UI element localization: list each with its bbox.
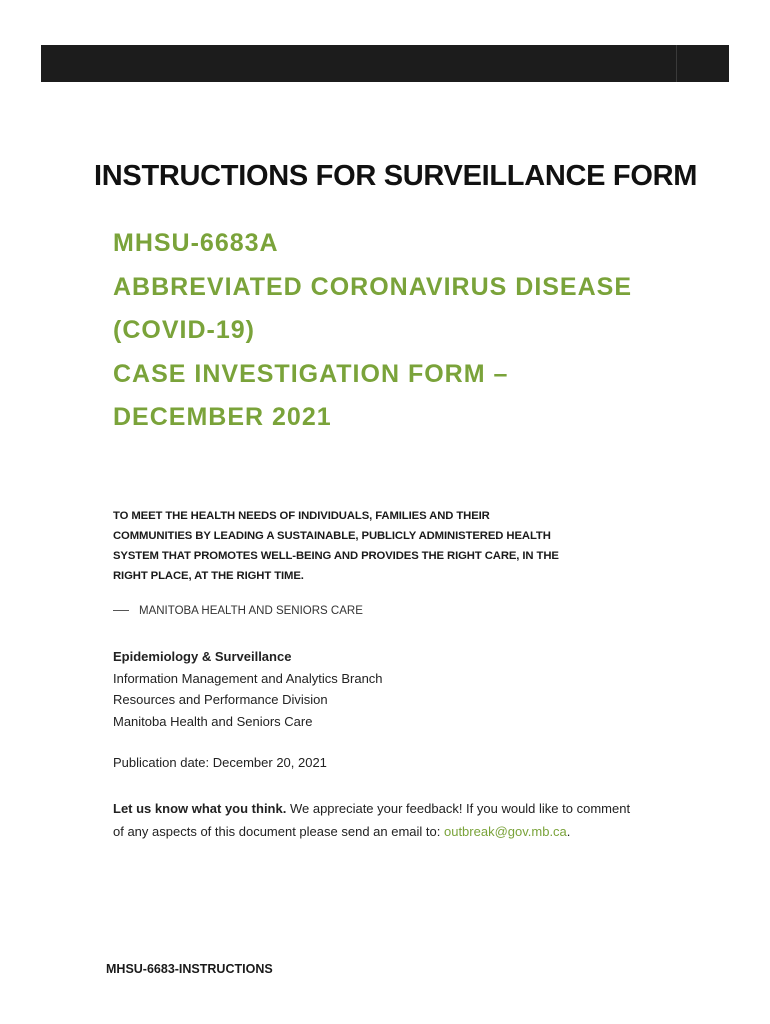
feedback-lead: Let us know what you think. — [113, 801, 287, 816]
feedback-text: of any aspects of this document please send an email to: — [113, 824, 444, 839]
mission-line: RIGHT PLACE, AT THE RIGHT TIME. — [113, 570, 304, 582]
department-division: Resources and Performance Division — [113, 692, 328, 707]
mission-line: TO MEET THE HEALTH NEEDS OF INDIVIDUALS, FAMILIES AND THEIR — [113, 510, 490, 522]
mission-statement — [113, 506, 613, 586]
email-link[interactable]: outbreak@gov.mb.ca — [443, 824, 567, 839]
mission-attribution — [113, 605, 363, 617]
form-code: MHSU-6683A — [113, 229, 279, 257]
publication-date: Publication date: December 20, 2021 — [113, 755, 327, 770]
mission-line: COMMUNITIES BY LEADING A SUSTAINABLE, PUBLICLY ADMINISTERED HEALTH — [113, 530, 551, 542]
form-heading-line: ABBREVIATED CORONAVIRUS DISEASE — [113, 272, 633, 301]
department-unit: Epidemiology & Surveillance — [113, 649, 292, 664]
feedback-line-2 — [113, 820, 713, 843]
form-heading-date: DECEMBER 2021 — [113, 403, 332, 431]
feedback-end: . — [566, 824, 571, 839]
department-ministry: Manitoba Health and Seniors Care — [113, 713, 313, 729]
header-bar-divider — [676, 45, 677, 82]
form-heading-line: CASE INVESTIGATION FORM – — [113, 359, 509, 388]
feedback-line-1 — [113, 797, 713, 820]
attribution-text: MANITOBA HEALTH AND SENIORS CARE — [139, 605, 363, 617]
feedback-paragraph — [113, 797, 713, 843]
em-dash — [113, 610, 129, 611]
form-heading — [113, 222, 713, 440]
form-heading-line: (COVID-19) — [113, 316, 255, 344]
feedback-text: We appreciate your feedback! If you would like to comment — [286, 801, 631, 816]
document-title: INSTRUCTIONS FOR SURVEILLANCE FORM — [94, 160, 698, 192]
mission-line: SYSTEM THAT PROMOTES WELL-BEING AND PROVIDES THE RIGHT CARE, IN THE — [113, 550, 559, 562]
footer-code: MHSU-6683-INSTRUCTIONS — [106, 962, 273, 976]
department-info — [113, 646, 383, 732]
header-bar — [41, 45, 729, 82]
department-branch: Information Management and Analytics Branch — [113, 670, 383, 686]
